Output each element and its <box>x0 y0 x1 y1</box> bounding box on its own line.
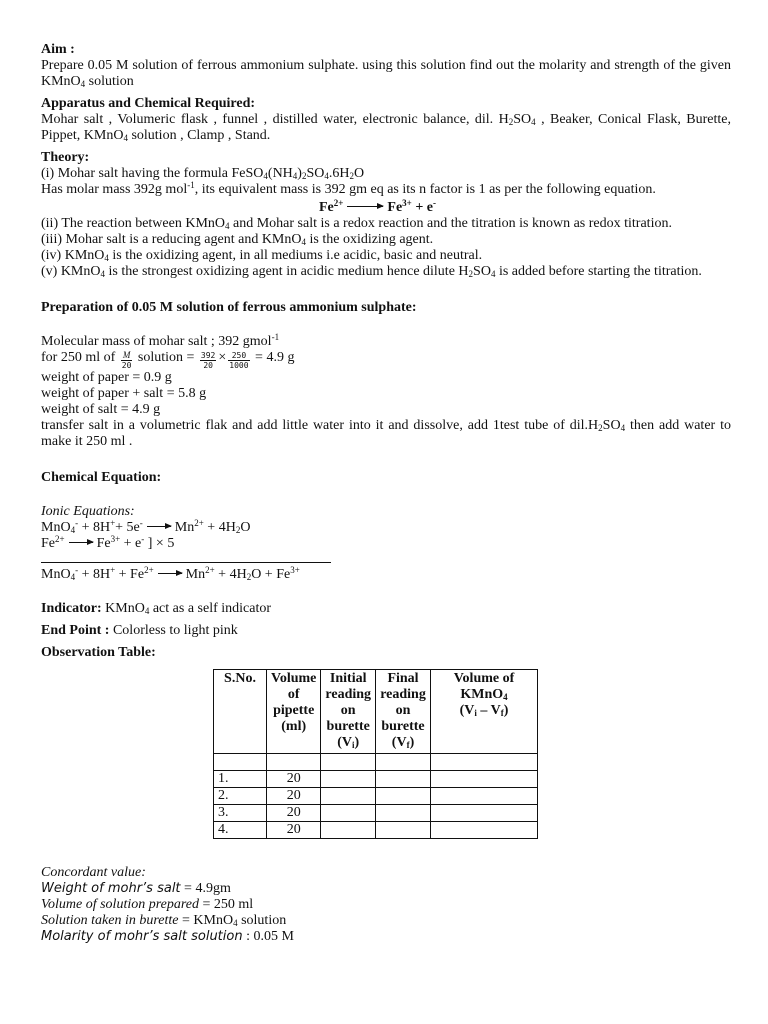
reaction-arrow-icon <box>147 526 171 527</box>
transfer-instructions: transfer salt in a volumetric flak and add little water into it and dissolve, add 1test tube of $dil.H_2SO_4$ then add water to make it 250 ml . <box>41 418 731 449</box>
theory-heading: Theory: <box>41 150 90 165</box>
aim-text: Prepare 0.05 M solution of ferrous ammonium sulphate. using this solution find out the molarity and strength of the given KMnO$_4$ solution <box>41 58 731 89</box>
ionic-equation-2: $Fe^{2+}$ $Fe^{3+} + e^-$ ] × 5 <box>41 534 175 551</box>
apparatus-heading: Apparatus and Chemical Required: <box>41 96 256 111</box>
theory-molar-mass: Has molar mass 392g mol$^{-1}$, its equivalent mass is 392 gm eq as its n factor is 1 as per the following equation. <box>41 180 656 197</box>
header-volume-kmno4: Volume of KMnO$_4$ $(V_i - V_f)$ <box>431 670 538 754</box>
reaction-arrow-icon <box>69 542 93 543</box>
header-sno: S.No. <box>214 670 267 754</box>
molecular-mass: Molecular mass of mohar salt ; 392 gmol$^{-1}$ <box>41 332 280 349</box>
fraction-392-20: $\frac{392}{20}$ <box>200 351 216 370</box>
fraction-250-1000: $\frac{250}{1000}$ <box>229 351 249 370</box>
equation-divider <box>41 562 331 563</box>
summary-burette: Solution taken in burette = KMnO$_4$ solution <box>41 913 287 928</box>
aim-heading: Aim : <box>41 42 75 57</box>
reaction-arrow-icon <box>347 206 383 207</box>
theory-item-iv: (iv) KMnO$_4$ is the oxidizing agent, in all mediums i.e acidic, basic and neutral. <box>41 248 483 263</box>
preparation-heading: Preparation of 0.05 M solution of ferrous ammonium sulphate: <box>41 300 417 315</box>
theory-equation: $Fe^{2+}$ $Fe^{3+} + e^-$ <box>319 198 437 215</box>
table-row: 4. 20 <box>214 822 538 839</box>
weight-paper: weight of paper = 0.9 g <box>41 370 172 385</box>
theory-item-v: (v) KMnO$_4$ is the strongest oxidizing agent in acidic medium hence dilute $H_2SO_4$ is added before starting the titration. <box>41 264 702 279</box>
ionic-equation-1: MnO$_4$- + 8H++ 5e- $Mn^{2+} + 4H_2O$ <box>41 518 251 535</box>
ionic-equations-label: Ionic Equations: <box>41 504 135 519</box>
table-row: 2. 20 <box>214 788 538 805</box>
apparatus-text: Mohar salt , Volumeric flask , funnel , distilled water, electronic balance, dil. $H_2SO_4$ , Beaker, Conical Flask, Burette, Pippet, KMnO$_4$ solution , Clamp , Stand. <box>41 112 731 143</box>
weight-salt: weight of salt = 4.9 g <box>41 402 161 417</box>
chemical-equation-heading: Chemical Equation: <box>41 470 162 485</box>
observation-heading: Observation Table: <box>41 645 156 660</box>
summary-molarity: Molarity of mohr’s salt solution : 0.05 M <box>41 929 294 944</box>
table-row: 1. 20 <box>214 771 538 788</box>
theory-item-ii: (ii) The reaction between KMnO$_4$ and Mohar salt is a redox reaction and the titration is known as redox titration. <box>41 216 672 231</box>
weight-paper-salt: weight of paper + salt = 5.8 g <box>41 386 207 401</box>
fraction-m-20: $\frac{M}{20}$ <box>121 350 132 370</box>
indicator-line: Indicator: KMnO$_4$ act as a self indicator <box>41 601 272 616</box>
observation-table <box>213 669 538 839</box>
table-row-spacer <box>214 754 538 771</box>
summary-volume: Volume of solution prepared = 250 ml <box>41 897 254 912</box>
concordant-value: Concordant value: <box>41 865 146 880</box>
theory-item-iii: (iii) Mohar salt is a reducing agent and KMnO$_4$ is the oxidizing agent. <box>41 232 434 247</box>
preparation-calculation: for 250 ml of $\frac{M}{20}$ solution = $\frac{392}{20}$ × $\frac{250}{1000}$ = 4.9 g <box>41 350 295 370</box>
theory-item-i: (i) Mohar salt having the formula $FeSO_4(NH_4)_2SO_4.6H_2O$ <box>41 166 365 181</box>
end-point-line: End Point : Colorless to light pink <box>41 623 238 638</box>
document-page <box>41 42 731 945</box>
summary-weight: Weight of mohr’s salt = 4.9gm <box>41 881 231 896</box>
net-ionic-equation: $MnO_4^- + 8H^+ + Fe^{2+}$ $Mn^{2+} + 4H_2O + Fe^{3+}$ <box>41 565 300 582</box>
header-volume-pipette: Volume of pipette (ml) <box>267 670 321 754</box>
reaction-arrow-icon <box>158 573 182 574</box>
header-initial-reading: Initial reading on burette $(V_i)$ <box>321 670 376 754</box>
table-row: 3. 20 <box>214 805 538 822</box>
header-final-reading: Final reading on burette $(V_f)$ <box>376 670 431 754</box>
